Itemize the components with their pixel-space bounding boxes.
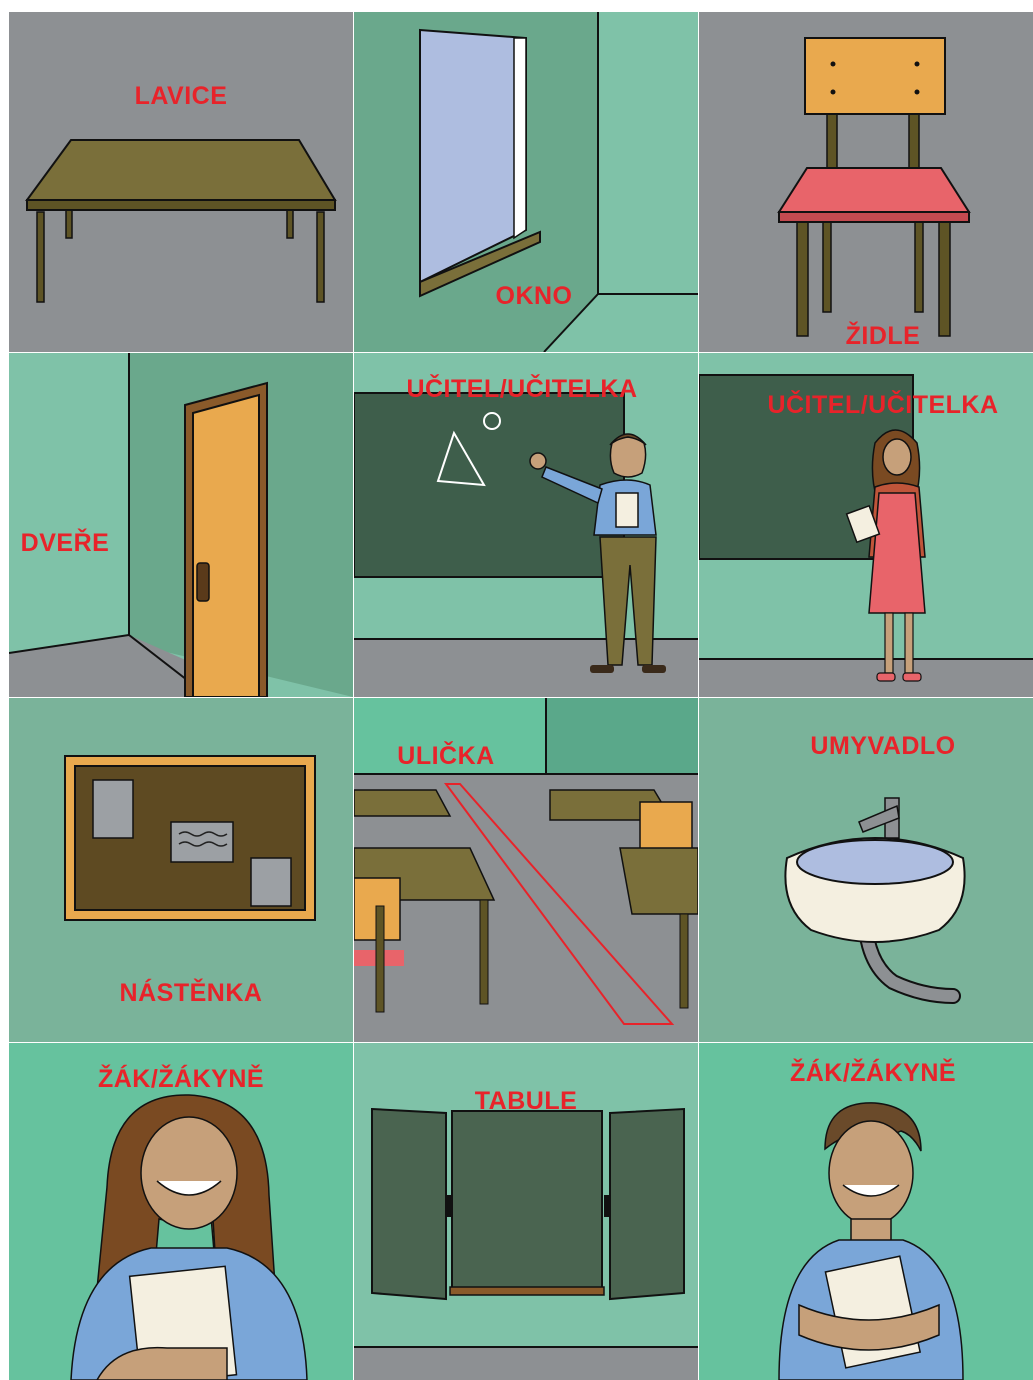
card-label: OKNO [495,282,573,310]
card-label: ŽÁK/ŽÁKYNĚ [789,1059,957,1087]
card-label: ULIČKA [397,742,495,770]
boy-pupil-icon [699,1043,1033,1380]
card-desk [9,12,353,352]
card-window [354,12,698,352]
card-sink [699,698,1033,1042]
desk-icon [9,12,353,352]
card-aisle [354,698,698,1042]
card-label: TABULE [474,1087,578,1115]
card-door [9,353,353,697]
card-blackboard [354,1043,698,1380]
picture-card-grid [9,12,1033,1380]
girl-pupil-icon [9,1043,353,1380]
card-label: NÁSTĚNKA [119,979,263,1007]
card-girl-pupil [9,1043,353,1380]
chair-icon [699,12,1033,352]
card-chair [699,12,1033,352]
card-male-teacher [354,353,698,697]
card-label: ŽÁK/ŽÁKYNĚ [97,1065,265,1093]
card-female-teacher [699,353,1033,697]
card-label: ŽIDLE [845,322,921,350]
card-label: UČITEL/UČITELKA [767,391,999,419]
card-label: UČITEL/UČITELKA [406,375,638,403]
card-label: LAVICE [134,82,228,110]
card-noticeboard [9,698,353,1042]
card-label: UMYVADLO [810,732,956,760]
male-teacher-icon [354,353,698,697]
door-icon [9,353,353,697]
card-label: DVEŘE [20,529,110,557]
card-boy-pupil [699,1043,1033,1380]
